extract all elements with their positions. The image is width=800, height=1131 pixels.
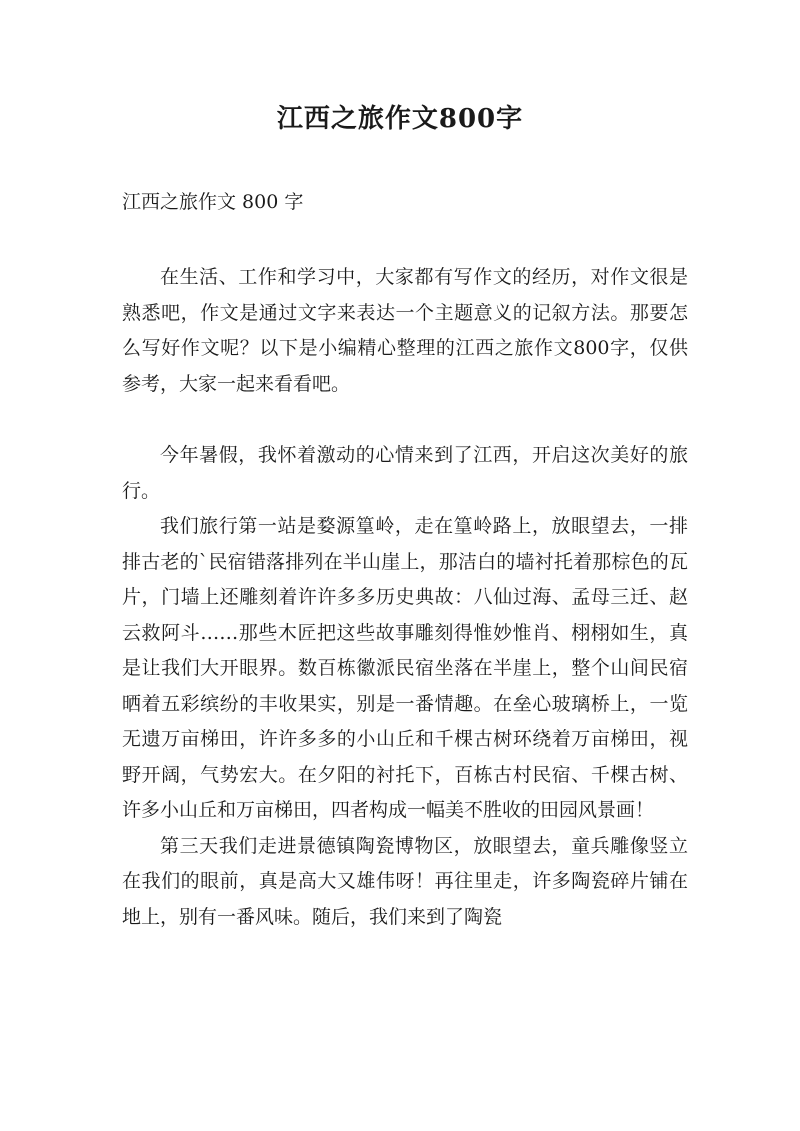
document-body — [122, 260, 688, 935]
intro-paragraph: 在生活、工作和学习中，大家都有写作文的经历，对作文很是熟悉吧，作文是通过文字来表达一个主题意义的记叙方法。那要怎么写好作文呢？以下是小编精心整理的江西之旅作文800字，仅供参考，大家一起来看看吧。 — [122, 266, 688, 395]
paragraph-spacer — [122, 402, 688, 438]
document-subtitle: 江西之旅作文 800 字 — [122, 191, 304, 213]
document-title: 江西之旅作文800字 — [276, 104, 524, 134]
body-paragraph: 我们旅行第一站是婺源篁岭，走在篁岭路上，放眼望去，一排排古老的`民宿错落排列在半山崖上，那洁白的墙衬托着那棕色的瓦片，门墙上还雕刻着许许多多历史典故：八仙过海、孟母三迁、赵云救阿斗……那些木匠把这些故事雕刻得惟妙惟肖、栩栩如生，真是让我们大开眼界。数百栋徽派民宿坐落在半崖上，整个山间民宿晒着五彩缤纷的丰收果实，别是一番情趣。在垒心玻璃桥上，一览无遗万亩梯田，许许多多的小山丘和千棵古树环绕着万亩梯田，视野开阔，气势宏大。在夕阳的衬托下，百栋古村民宿、千棵古树、许多小山丘和万亩梯田，四者构成一幅美不胜收的田园风景画！ — [122, 515, 688, 821]
body-paragraph: 今年暑假，我怀着激动的心情来到了江西，开启这次美好的旅行。 — [122, 444, 688, 502]
body-paragraph: 第三天我们走进景德镇陶瓷博物区，放眼望去，童兵雕像竖立在我们的眼前，真是高大又雄伟呀！再往里走，许多陶瓷碎片铺在地上，别有一番风味。随后，我们来到了陶瓷 — [122, 834, 688, 928]
